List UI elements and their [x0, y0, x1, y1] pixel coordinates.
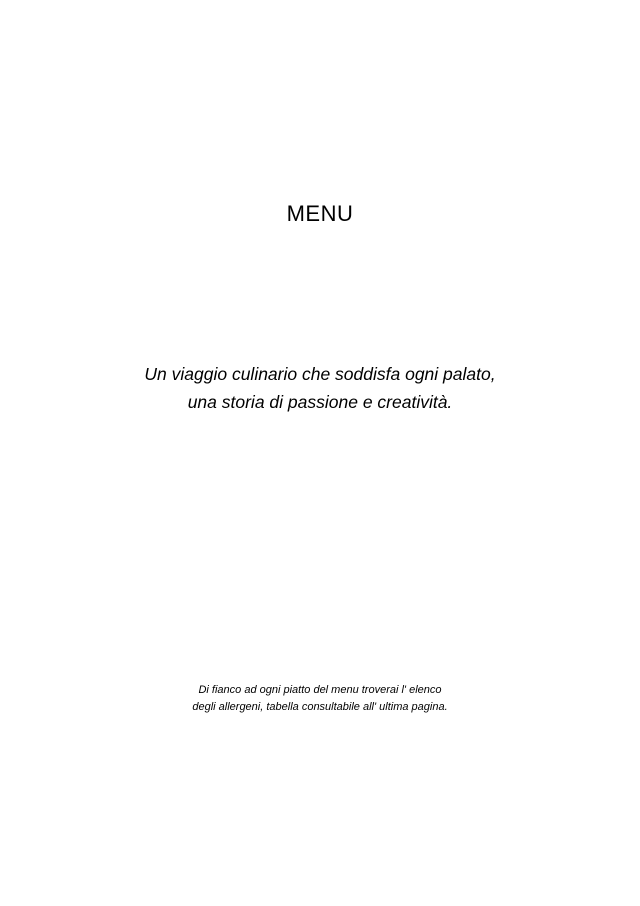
allergens-note	[0, 682, 640, 716]
allergens-note-line-1: Di fianco ad ogni piatto del menu troverai l' elenco	[198, 684, 442, 696]
tagline-line-2: una storia di passione e creatività.	[187, 392, 453, 412]
tagline-block	[0, 360, 640, 416]
tagline-line-1: Un viaggio culinario che soddisfa ogni palato,	[144, 364, 496, 384]
page-title: MENU	[286, 200, 354, 226]
allergens-note-line-2: degli allergeni, tabella consultabile all' ultima pagina.	[192, 701, 448, 713]
